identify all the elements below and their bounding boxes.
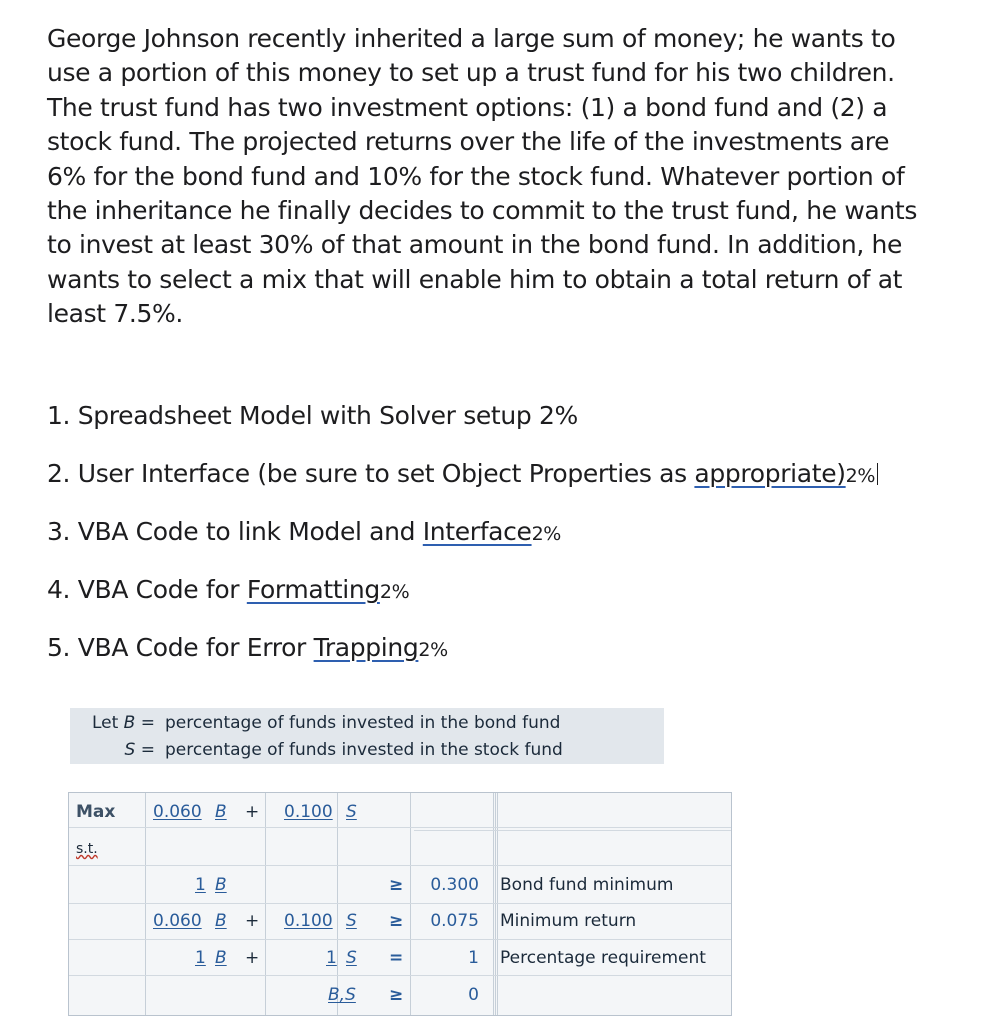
constraint-label: Bond fund minimum	[500, 875, 674, 895]
constraint-rhs: 1	[468, 948, 479, 968]
constraint-var-b: B	[215, 948, 227, 968]
problem-line: The trust fund has two investment options: (1) a bond fund and (2) a	[47, 92, 888, 122]
variable-definitions: Let B = percentage of funds invested in the bond fund S = percentage of funds invested in the stock fund	[70, 708, 664, 764]
lp-model-table	[68, 792, 732, 1016]
constraint-rhs: 0	[468, 985, 479, 1005]
problem-line: use a portion of this money to set up a trust fund for his two children.	[47, 58, 895, 88]
constraint-var-s: S	[346, 948, 357, 968]
constraint-rhs: 0.300	[430, 875, 479, 895]
plus-sign: +	[245, 802, 260, 822]
objective-var-b: B	[215, 802, 227, 822]
constraint-var-b: B	[215, 911, 227, 931]
problem-line: 6% for the bond fund and 10% for the stock fund. Whatever portion of	[47, 161, 905, 191]
nonnegativity-vars: B,S	[328, 985, 356, 1005]
plus-sign: +	[245, 948, 260, 968]
spellcheck-underline[interactable]: Formatting	[246, 575, 380, 604]
rubric-item-5: 5. VBA Code for Error Trapping2%	[47, 633, 448, 662]
rubric-item-4: 4. VBA Code for Formatting2%	[47, 575, 410, 604]
objective-label: Max	[76, 802, 116, 822]
constraint-label: Minimum return	[500, 911, 637, 931]
text-cursor	[877, 463, 878, 485]
definition-bond: percentage of funds invested in the bond fund	[165, 713, 561, 733]
rubric-item-1: 1. Spreadsheet Model with Solver setup 2%	[47, 401, 578, 430]
objective-coef-b: 0.060	[153, 802, 202, 822]
constraint-sign: =	[389, 948, 404, 968]
problem-line: stock fund. The projected returns over the life of the investments are	[47, 127, 890, 157]
problem-line: to invest at least 30% of that amount in the bond fund. In addition, he	[47, 230, 903, 260]
constraint-var-s: S	[346, 911, 357, 931]
constraint-rhs: 0.075	[430, 911, 479, 931]
definition-stock: percentage of funds invested in the stock fund	[165, 740, 563, 760]
plus-sign: +	[245, 911, 260, 931]
constraint-coef-b: 1	[195, 948, 206, 968]
constraint-sign: ≥	[389, 875, 404, 895]
spellcheck-underline[interactable]: Trapping	[313, 633, 419, 662]
constraint-var-b: B	[215, 875, 227, 895]
objective-var-s: S	[346, 802, 357, 822]
problem-line: the inheritance he finally decides to commit to the trust fund, he wants	[47, 196, 918, 226]
objective-coef-s: 0.100	[284, 802, 333, 822]
constraint-coef-s: 0.100	[284, 911, 333, 931]
constraint-coef-b: 1	[195, 875, 206, 895]
constraint-coef-s: 1	[326, 948, 337, 968]
problem-statement	[47, 22, 967, 332]
rubric-item-2: 2. User Interface (be sure to set Object Properties as appropriate)2%	[47, 459, 878, 488]
constraint-sign: ≥	[389, 985, 404, 1005]
constraint-coef-b: 0.060	[153, 911, 202, 931]
problem-line: George Johnson recently inherited a large sum of money; he wants to	[47, 24, 896, 53]
problem-line: least 7.5%.	[47, 299, 184, 329]
spellcheck-underline[interactable]: appropriate)	[694, 459, 846, 488]
subject-to-label: s.t.	[76, 841, 98, 857]
constraint-sign: ≥	[389, 911, 404, 931]
spellcheck-underline[interactable]: Interface	[422, 517, 532, 546]
constraint-label: Percentage requirement	[500, 948, 706, 968]
rubric-item-3: 3. VBA Code to link Model and Interface2%	[47, 517, 562, 546]
problem-line: wants to select a mix that will enable him to obtain a total return of at	[47, 264, 903, 294]
